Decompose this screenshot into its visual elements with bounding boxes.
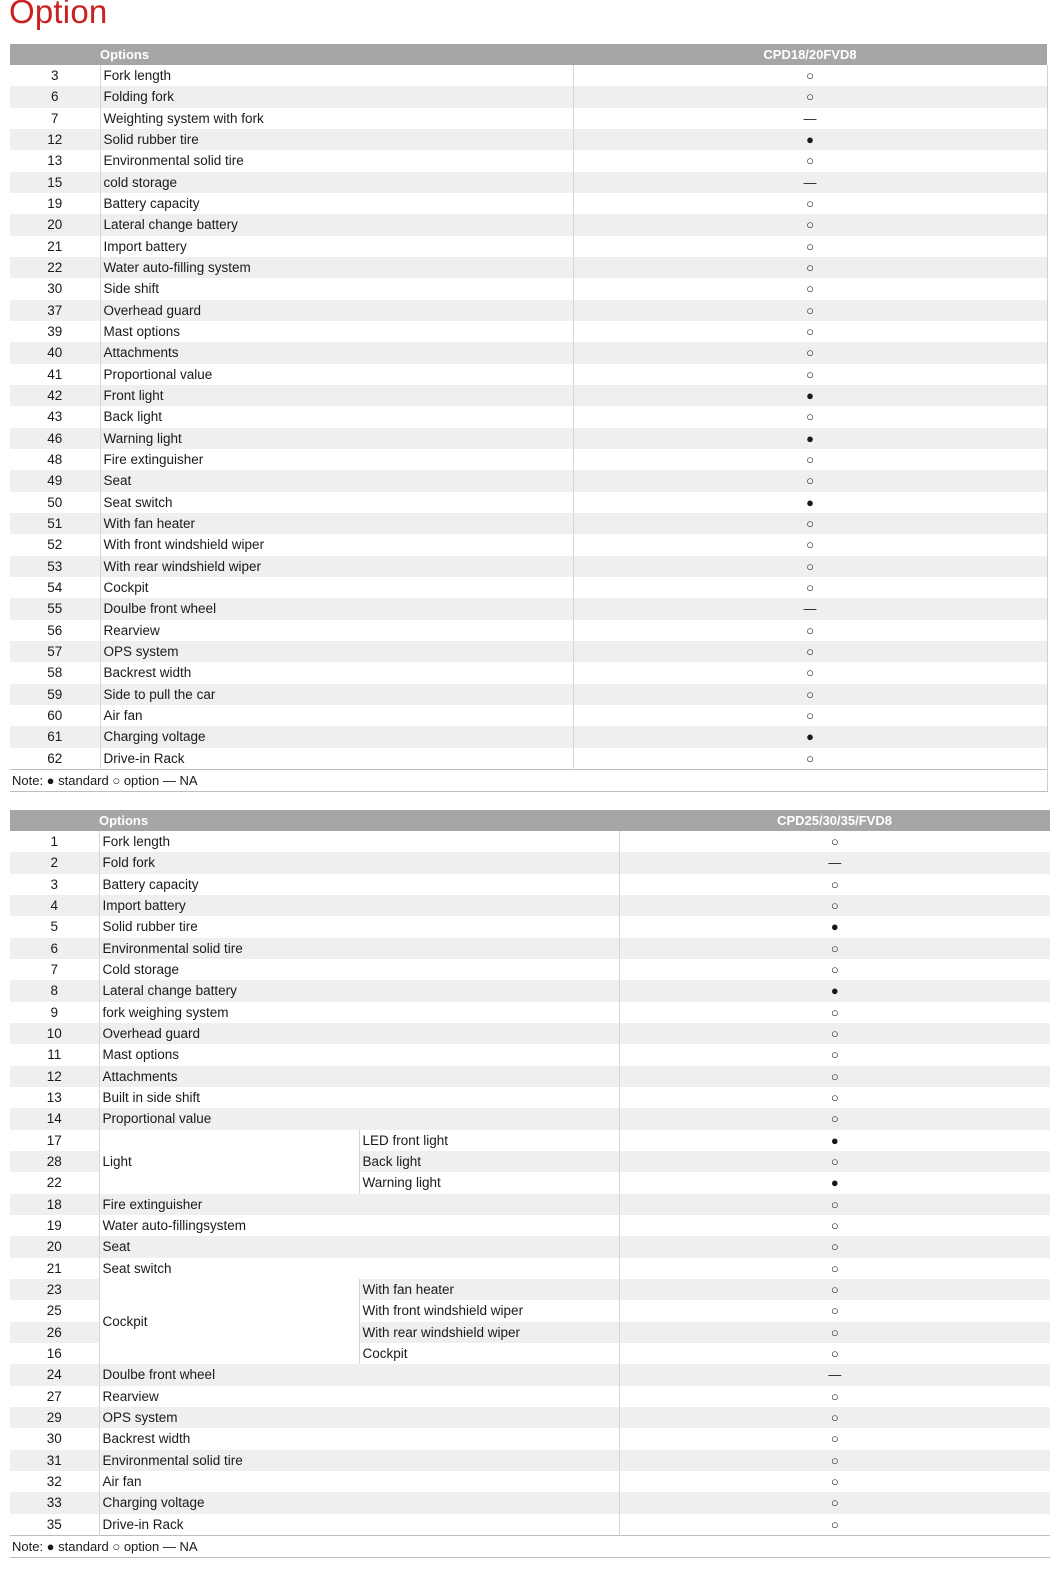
- legend-note-text: Note: ● standard ○ option — NA: [10, 1535, 1050, 1557]
- table-row: [10, 980, 1050, 1001]
- table-row: [10, 534, 1047, 555]
- option-name: Import battery: [99, 895, 619, 916]
- row-number: 7: [10, 959, 99, 980]
- row-number: 62: [10, 748, 100, 770]
- option-name: cold storage: [100, 172, 573, 193]
- option-value: —: [619, 852, 1050, 873]
- option-value: —: [573, 108, 1047, 129]
- row-number: 14: [10, 1108, 99, 1129]
- option-name: Weighting system with fork: [100, 108, 573, 129]
- option-value: —: [619, 1364, 1050, 1385]
- header-number-column: [10, 810, 99, 831]
- table-row: [10, 1407, 1050, 1428]
- table-row: [10, 1258, 1050, 1279]
- option-name: Warning light: [100, 428, 573, 449]
- row-number: 5: [10, 916, 99, 937]
- option-name: Proportional value: [100, 364, 573, 385]
- table-row: [10, 449, 1047, 470]
- option-sub-name: With rear windshield wiper: [359, 1322, 619, 1343]
- row-number: 27: [10, 1386, 99, 1407]
- table-row: [10, 726, 1047, 747]
- table-row: [10, 1279, 1050, 1300]
- option-name: Seat switch: [100, 492, 573, 513]
- option-name: Attachments: [99, 1066, 619, 1087]
- row-number: 12: [10, 129, 100, 150]
- table-row: [10, 278, 1047, 299]
- option-name: Back light: [100, 406, 573, 427]
- row-number: 19: [10, 193, 100, 214]
- row-number: 20: [10, 1236, 99, 1257]
- option-value: ○: [619, 1236, 1050, 1257]
- option-value: ○: [619, 831, 1050, 852]
- row-number: 21: [10, 1258, 99, 1279]
- option-name: Mast options: [100, 321, 573, 342]
- row-number: 24: [10, 1364, 99, 1385]
- table-row: [10, 214, 1047, 235]
- table-row: [10, 556, 1047, 577]
- table-header: [10, 810, 1050, 831]
- option-name: Air fan: [99, 1471, 619, 1492]
- option-name: Battery capacity: [99, 874, 619, 895]
- option-name: Attachments: [100, 342, 573, 363]
- table-row: [10, 150, 1047, 171]
- table-row: [10, 1514, 1050, 1536]
- option-value: ○: [619, 1002, 1050, 1023]
- option-value: ○: [619, 938, 1050, 959]
- row-number: 4: [10, 895, 99, 916]
- option-name: With fan heater: [100, 513, 573, 534]
- table-row: [10, 1087, 1050, 1108]
- row-number: 31: [10, 1450, 99, 1471]
- option-value: ○: [573, 556, 1047, 577]
- option-value: ○: [573, 577, 1047, 598]
- row-number: 61: [10, 726, 100, 747]
- options-table-cpd18-20: [10, 44, 1048, 792]
- table-row: [10, 662, 1047, 683]
- option-name: Backrest width: [100, 662, 573, 683]
- option-name: Rearview: [100, 620, 573, 641]
- row-number: 57: [10, 641, 100, 662]
- row-number: 43: [10, 406, 100, 427]
- options-table-cpd25-30-35: [10, 810, 1050, 1558]
- option-name: Seat: [99, 1236, 619, 1257]
- option-value: ●: [573, 129, 1047, 150]
- row-number: 2: [10, 852, 99, 873]
- header-model: CPD18/20FVD8: [573, 44, 1047, 65]
- table-row: [10, 895, 1050, 916]
- row-number: 30: [10, 278, 100, 299]
- row-number: 52: [10, 534, 100, 555]
- row-number: 22: [10, 1172, 99, 1193]
- option-name: Solid rubber tire: [100, 129, 573, 150]
- option-name: Charging voltage: [99, 1492, 619, 1513]
- table-row: [10, 1066, 1050, 1087]
- option-value: ○: [573, 748, 1047, 770]
- option-name: Charging voltage: [100, 726, 573, 747]
- option-name: Folding fork: [100, 86, 573, 107]
- table-row: [10, 193, 1047, 214]
- page-title: Option: [9, 0, 108, 30]
- option-name: Drive-in Rack: [99, 1514, 619, 1536]
- row-number: 20: [10, 214, 100, 235]
- option-name: Mast options: [99, 1044, 619, 1065]
- option-value: ○: [619, 1407, 1050, 1428]
- row-number: 59: [10, 684, 100, 705]
- legend-note: [10, 769, 1047, 791]
- option-value: ●: [573, 428, 1047, 449]
- table-row: [10, 428, 1047, 449]
- table-row: [10, 1108, 1050, 1129]
- row-number: 3: [10, 874, 99, 895]
- option-name: Import battery: [100, 236, 573, 257]
- option-sub-name: Back light: [359, 1151, 619, 1172]
- option-name: fork weighing system: [99, 1002, 619, 1023]
- option-value: ○: [619, 1044, 1050, 1065]
- option-sub-name: Cockpit: [359, 1343, 619, 1364]
- table-row: [10, 129, 1047, 150]
- table-row: [10, 1492, 1050, 1513]
- row-number: 37: [10, 300, 100, 321]
- option-value: ○: [619, 1386, 1050, 1407]
- table-row: [10, 300, 1047, 321]
- option-group: Light: [99, 1130, 359, 1194]
- table-row: [10, 852, 1050, 873]
- header-options: Options: [99, 810, 619, 831]
- option-name: Drive-in Rack: [100, 748, 573, 770]
- option-group: Cockpit: [99, 1279, 359, 1364]
- option-name: Seat: [100, 470, 573, 491]
- option-name: Overhead guard: [100, 300, 573, 321]
- row-number: 3: [10, 65, 100, 86]
- option-name: Side shift: [100, 278, 573, 299]
- option-value: ○: [573, 513, 1047, 534]
- row-number: 18: [10, 1194, 99, 1215]
- table-row: [10, 959, 1050, 980]
- option-value: ○: [619, 1300, 1050, 1321]
- table-row: [10, 1386, 1050, 1407]
- option-value: ○: [573, 364, 1047, 385]
- option-value: ○: [619, 1066, 1050, 1087]
- row-number: 30: [10, 1428, 99, 1449]
- option-value: ○: [573, 300, 1047, 321]
- option-name: Fire extinguisher: [99, 1194, 619, 1215]
- row-number: 41: [10, 364, 100, 385]
- table-row: [10, 684, 1047, 705]
- table-row: [10, 916, 1050, 937]
- option-name: Overhead guard: [99, 1023, 619, 1044]
- option-value: ○: [619, 1087, 1050, 1108]
- option-value: ○: [619, 1194, 1050, 1215]
- option-value: ○: [573, 620, 1047, 641]
- option-name: Air fan: [100, 705, 573, 726]
- row-number: 50: [10, 492, 100, 513]
- row-number: 17: [10, 1130, 99, 1151]
- table-row: [10, 1023, 1050, 1044]
- header-number-column: [10, 44, 100, 65]
- row-number: 49: [10, 470, 100, 491]
- option-value: ○: [619, 1428, 1050, 1449]
- header-model: CPD25/30/35/FVD8: [619, 810, 1050, 831]
- table-row: [10, 938, 1050, 959]
- table-row: [10, 641, 1047, 662]
- legend-note-text: Note: ● standard ○ option — NA: [10, 769, 1047, 791]
- option-name: Environmental solid tire: [99, 1450, 619, 1471]
- option-name: Cold storage: [99, 959, 619, 980]
- option-name: Lateral change battery: [100, 214, 573, 235]
- option-value: ○: [619, 874, 1050, 895]
- option-value: ○: [619, 1023, 1050, 1044]
- option-value: ○: [619, 1343, 1050, 1364]
- option-name: Backrest width: [99, 1428, 619, 1449]
- option-value: ○: [619, 1514, 1050, 1536]
- row-number: 19: [10, 1215, 99, 1236]
- option-name: With front windshield wiper: [100, 534, 573, 555]
- option-value: ○: [573, 406, 1047, 427]
- table-row: [10, 257, 1047, 278]
- option-value: ●: [573, 726, 1047, 747]
- option-name: Built in side shift: [99, 1087, 619, 1108]
- option-value: ●: [619, 980, 1050, 1001]
- row-number: 58: [10, 662, 100, 683]
- option-value: ○: [619, 1215, 1050, 1236]
- table-row: [10, 364, 1047, 385]
- option-name: Solid rubber tire: [99, 916, 619, 937]
- option-name: With rear windshield wiper: [100, 556, 573, 577]
- option-value: ○: [619, 1450, 1050, 1471]
- option-sub-name: Warning light: [359, 1172, 619, 1193]
- row-number: 13: [10, 1087, 99, 1108]
- option-name: Rearview: [99, 1386, 619, 1407]
- row-number: 1: [10, 831, 99, 852]
- table-row: [10, 1194, 1050, 1215]
- legend-note: [10, 1535, 1050, 1557]
- option-value: ○: [619, 959, 1050, 980]
- table-row: [10, 492, 1047, 513]
- option-value: ○: [573, 662, 1047, 683]
- row-number: 54: [10, 577, 100, 598]
- option-value: ●: [619, 916, 1050, 937]
- row-number: 12: [10, 1066, 99, 1087]
- option-value: ○: [573, 684, 1047, 705]
- option-name: Fork length: [100, 65, 573, 86]
- option-value: ○: [573, 214, 1047, 235]
- table-row: [10, 342, 1047, 363]
- table-row: [10, 385, 1047, 406]
- table-header: [10, 44, 1047, 65]
- option-value: ○: [573, 342, 1047, 363]
- row-number: 13: [10, 150, 100, 171]
- table-row: [10, 1044, 1050, 1065]
- table-row: [10, 406, 1047, 427]
- table-row: [10, 470, 1047, 491]
- row-number: 32: [10, 1471, 99, 1492]
- option-value: ○: [573, 470, 1047, 491]
- option-value: ○: [573, 449, 1047, 470]
- option-name: Fold fork: [99, 852, 619, 873]
- row-number: 48: [10, 449, 100, 470]
- option-sub-name: With fan heater: [359, 1279, 619, 1300]
- option-name: Doulbe front wheel: [99, 1364, 619, 1385]
- table-row: [10, 1428, 1050, 1449]
- option-name: Front light: [100, 385, 573, 406]
- option-value: ●: [619, 1172, 1050, 1193]
- row-number: 26: [10, 1322, 99, 1343]
- row-number: 10: [10, 1023, 99, 1044]
- row-number: 22: [10, 257, 100, 278]
- option-value: —: [573, 172, 1047, 193]
- table-row: [10, 831, 1050, 852]
- table-row: [10, 172, 1047, 193]
- table-row: [10, 748, 1047, 770]
- option-value: ○: [573, 705, 1047, 726]
- row-number: 15: [10, 172, 100, 193]
- option-value: ●: [573, 385, 1047, 406]
- option-value: ○: [573, 150, 1047, 171]
- table-row: [10, 1450, 1050, 1471]
- option-name: Environmental solid tire: [99, 938, 619, 959]
- option-name: OPS system: [99, 1407, 619, 1428]
- option-name: Battery capacity: [100, 193, 573, 214]
- row-number: 55: [10, 598, 100, 619]
- table-row: [10, 321, 1047, 342]
- option-value: ○: [573, 193, 1047, 214]
- row-number: 35: [10, 1514, 99, 1536]
- option-sub-name: With front windshield wiper: [359, 1300, 619, 1321]
- option-name: Water auto-fillingsystem: [99, 1215, 619, 1236]
- table-row: [10, 874, 1050, 895]
- table-row: [10, 1002, 1050, 1023]
- option-value: ○: [619, 1151, 1050, 1172]
- table-row: [10, 1471, 1050, 1492]
- option-name: Environmental solid tire: [100, 150, 573, 171]
- table-row: [10, 1130, 1050, 1151]
- option-name: Water auto-filling system: [100, 257, 573, 278]
- row-number: 6: [10, 938, 99, 959]
- row-number: 51: [10, 513, 100, 534]
- option-name: Side to pull the car: [100, 684, 573, 705]
- row-number: 60: [10, 705, 100, 726]
- option-value: —: [573, 598, 1047, 619]
- option-name: Cockpit: [100, 577, 573, 598]
- row-number: 7: [10, 108, 100, 129]
- option-value: ○: [619, 1279, 1050, 1300]
- row-number: 39: [10, 321, 100, 342]
- option-value: ○: [573, 86, 1047, 107]
- row-number: 42: [10, 385, 100, 406]
- option-value: ○: [619, 895, 1050, 916]
- row-number: 23: [10, 1279, 99, 1300]
- table-row: [10, 86, 1047, 107]
- table-row: [10, 705, 1047, 726]
- option-value: ○: [619, 1471, 1050, 1492]
- header-options: Options: [100, 44, 573, 65]
- option-value: ●: [619, 1130, 1050, 1151]
- row-number: 25: [10, 1300, 99, 1321]
- row-number: 11: [10, 1044, 99, 1065]
- table-row: [10, 65, 1047, 86]
- option-name: Lateral change battery: [99, 980, 619, 1001]
- table-row: [10, 108, 1047, 129]
- option-value: ○: [573, 641, 1047, 662]
- option-name: Seat switch: [99, 1258, 619, 1279]
- table-row: [10, 1236, 1050, 1257]
- option-value: ○: [573, 257, 1047, 278]
- row-number: 9: [10, 1002, 99, 1023]
- option-name: Proportional value: [99, 1108, 619, 1129]
- option-value: ○: [573, 65, 1047, 86]
- table-row: [10, 1215, 1050, 1236]
- row-number: 16: [10, 1343, 99, 1364]
- table-row: [10, 513, 1047, 534]
- option-sub-name: LED front light: [359, 1130, 619, 1151]
- option-name: Doulbe front wheel: [100, 598, 573, 619]
- option-name: Fork length: [99, 831, 619, 852]
- table-row: [10, 598, 1047, 619]
- row-number: 8: [10, 980, 99, 1001]
- row-number: 28: [10, 1151, 99, 1172]
- row-number: 6: [10, 86, 100, 107]
- option-value: ○: [619, 1322, 1050, 1343]
- table-row: [10, 236, 1047, 257]
- option-name: Fire extinguisher: [100, 449, 573, 470]
- option-name: OPS system: [100, 641, 573, 662]
- option-value: ○: [573, 534, 1047, 555]
- option-value: ○: [573, 321, 1047, 342]
- row-number: 53: [10, 556, 100, 577]
- option-value: ○: [573, 278, 1047, 299]
- option-value: ○: [573, 236, 1047, 257]
- row-number: 29: [10, 1407, 99, 1428]
- row-number: 40: [10, 342, 100, 363]
- row-number: 56: [10, 620, 100, 641]
- option-value: ○: [619, 1108, 1050, 1129]
- row-number: 46: [10, 428, 100, 449]
- row-number: 33: [10, 1492, 99, 1513]
- option-value: ○: [619, 1492, 1050, 1513]
- table-row: [10, 620, 1047, 641]
- row-number: 21: [10, 236, 100, 257]
- option-value: ●: [573, 492, 1047, 513]
- table-row: [10, 1364, 1050, 1385]
- table-row: [10, 577, 1047, 598]
- option-value: ○: [619, 1258, 1050, 1279]
